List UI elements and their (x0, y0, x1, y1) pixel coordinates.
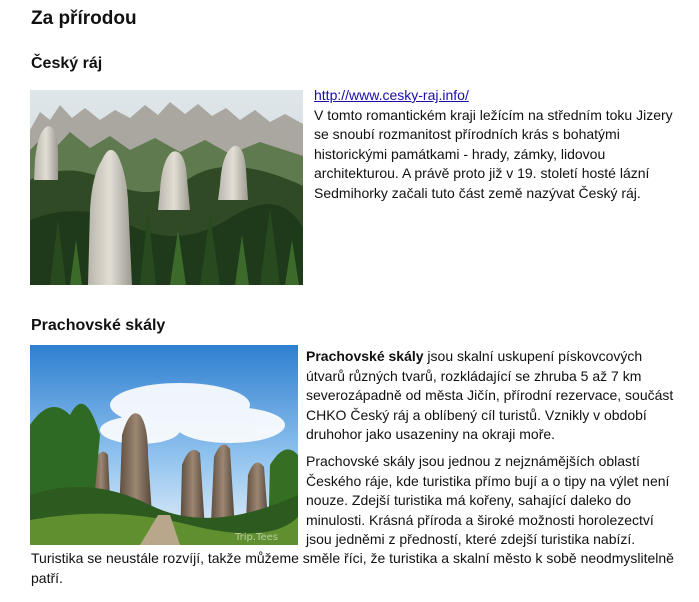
cesky-raj-description (314, 86, 674, 203)
cesky-raj-text: V tomto romantickém kraji ležícím na středním toku Jizery se snoubí rozmanitost přírodních krás s bohatými historickými památkami - hrady, zámky, lidovou architekturou. A právě proto již v 19. století hosté lázní Sedmihorky začali tuto část země nazývat Český ráj. (314, 106, 673, 201)
prachovske-skaly-lead-bold: Prachovské skály (306, 348, 424, 364)
prachovske-skaly-lead-text: jsou skalní uskupení pískovcových útvarů různých tvarů, rozkládající se zhruba 5 až 7 km severozápadně od města Jičín, přírodní rezervace, součást CHKO Český ráj a oblíbený cíl turistů. Vznikly v období druhohor jako usazeniny na okraji moře. (306, 348, 674, 442)
prachovske-skaly-paragraph-3: Turistika se neustále rozvíjí, takže můžeme směle říci, že turistika a skalní město k sobě neodmyslitelně patří. (31, 550, 674, 586)
prachovske-skaly-photo (30, 345, 298, 545)
cesky-raj-photo (30, 90, 303, 285)
prachovske-skaly-paragraph-2: Prachovské skály jsou jednou z nejznámějších oblastí Českého ráje, kde turistika přímo bují a o tipy na výlet není nouze. Zdejší turistika má kořeny, sahající daleko do minulosti. Krásná příroda a široké možnosti horolezectví jsou jedněmi z předností, které zdejší turistika nabízí. (306, 453, 670, 547)
cesky-raj-link[interactable]: http://www.cesky-raj.info/ (314, 87, 469, 103)
photo-watermark: Trip.Tees (235, 532, 278, 543)
page-title: Za přírodou (31, 8, 137, 29)
section-title-prachovske-skaly: Prachovské skály (31, 317, 166, 334)
prachovske-skaly-intro (306, 347, 678, 445)
section-title-cesky-raj: Český ráj (31, 55, 103, 72)
